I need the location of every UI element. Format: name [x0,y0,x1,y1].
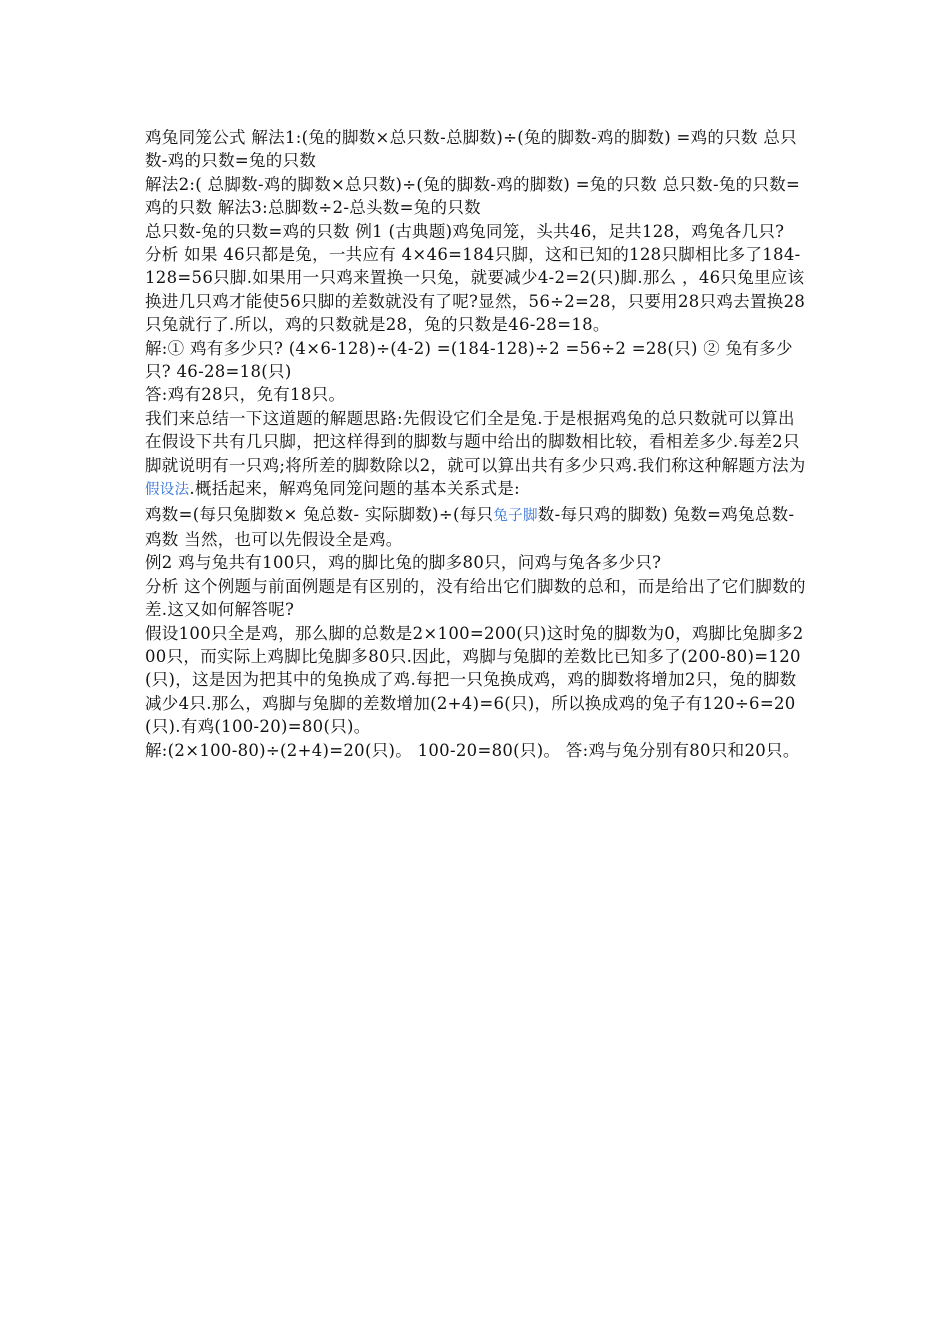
paragraph-text: 答:鸡有28只，免有18只。 [145,385,346,405]
paragraph-example-1-solution [145,337,810,384]
paragraph-text: 鸡兔同笼公式 解法1:(兔的脚数×总只数-总脚数)÷(兔的脚数-鸡的脚数) =鸡的只数 总只数-鸡的只数=兔的只数 [145,128,797,171]
paragraph-text: 分析 这个例题与前面例题是有区别的，没有给出它们脚数的总和，而是给出了它们脚数的差.这又如何解答呢? [145,576,806,620]
paragraph-text: 总只数-兔的只数=鸡的只数 例1 (古典题)鸡兔同笼，头共46，足共128，鸡兔各几只? [145,221,785,241]
paragraph-example-1-analysis [145,243,810,337]
paragraph-text: 假设100只全是鸡，那么脚的总数是2×100=200(只)这时兔的脚数为0，鸡脚比兔脚多200只，而实际上鸡脚比兔脚多80只.因此，鸡脚与兔脚的差数比已知多了(200-80)=120(只)，这是因为把其中的兔换成了鸡.每把一只兔换成鸡，鸡的脚数将增加2只，兔的脚数减少4只.那么，鸡脚与兔脚的差数增加(2+4)=6(只)，所以换成鸡的兔子有120÷6=20(只).有鸡(100-20)=80(只)。 [145,623,804,737]
paragraph-text: 例2 鸡与兔共有100只，鸡的脚比兔的脚多80只，问鸡与兔各多少只? [145,553,662,573]
paragraph-text: 分析 如果 46只都是兔，一共应有 4×46=184只脚，这和已知的128只脚相比多了184-128=56只脚.如果用一只鸡来置换一只兔，就要减少4-2=2(只)脚.那么 ，46只兔里应该换进几只鸡才能使56只脚的差数就没有了呢?显然，56÷2=28，只要用28只鸡去置换28只兔就行了.所以，鸡的只数就是28，兔的只数是46-28=18。 [145,245,806,335]
paragraph-example-2-reasoning [145,622,810,739]
paragraph-text: 我们来总结一下这道题的解题思路:先假设它们全是兔.于是根据鸡兔的总只数就可以算出在假设下共有几只脚，把这样得到的脚数与题中给出的脚数相比较，看相差多少.每差2只脚就说明有一只鸡;将所差的脚数除以2，就可以算出共有多少只鸡.我们称这种解题方法为 [145,408,806,475]
paragraph-text: 鸡数=(每只兔脚数× 兔总数- 实际脚数)÷(每只 [145,504,494,524]
paragraph-example-2-analysis [145,575,810,622]
link-assumption-method[interactable]: 假设法 [145,482,190,499]
paragraph-summary [145,407,810,503]
paragraph-example-1-answer [145,383,810,406]
paragraph-example-2-solution [145,739,810,762]
paragraph-text: .概括起来，解鸡兔同笼问题的基本关系式是: [189,479,521,499]
link-rabbit-feet[interactable]: 兔子脚 [493,507,538,524]
paragraph-formula-method-2-3 [145,173,810,220]
document-body [145,126,810,762]
paragraph-basic-relation [145,503,810,552]
paragraph-text: 解法2:( 总脚数-鸡的脚数×总只数)÷(兔的脚数-鸡的脚数) =兔的只数 总只数-兔的只数=鸡的只数 解法3:总脚数÷2-总头数=兔的只数 [145,174,801,218]
paragraph-formula-method-1 [145,126,810,173]
paragraph-example-1-question [145,220,810,243]
paragraph-text: 解:① 鸡有多少只? (4×6-128)÷(4-2) =(184-128)÷2 =56÷2 =28(只) ② 兔有多少只? 46-28=18(只) [145,338,793,382]
paragraph-example-2-question [145,551,810,574]
paragraph-text: 解:(2×100-80)÷(2+4)=20(只)。 100-20=80(只)。 答:鸡与兔分别有80只和20只。 [145,740,800,760]
paragraph-text: 数-每只鸡的脚数) 兔数=鸡兔总数-鸡数 当然，也可以先假设全是鸡。 [145,504,795,549]
